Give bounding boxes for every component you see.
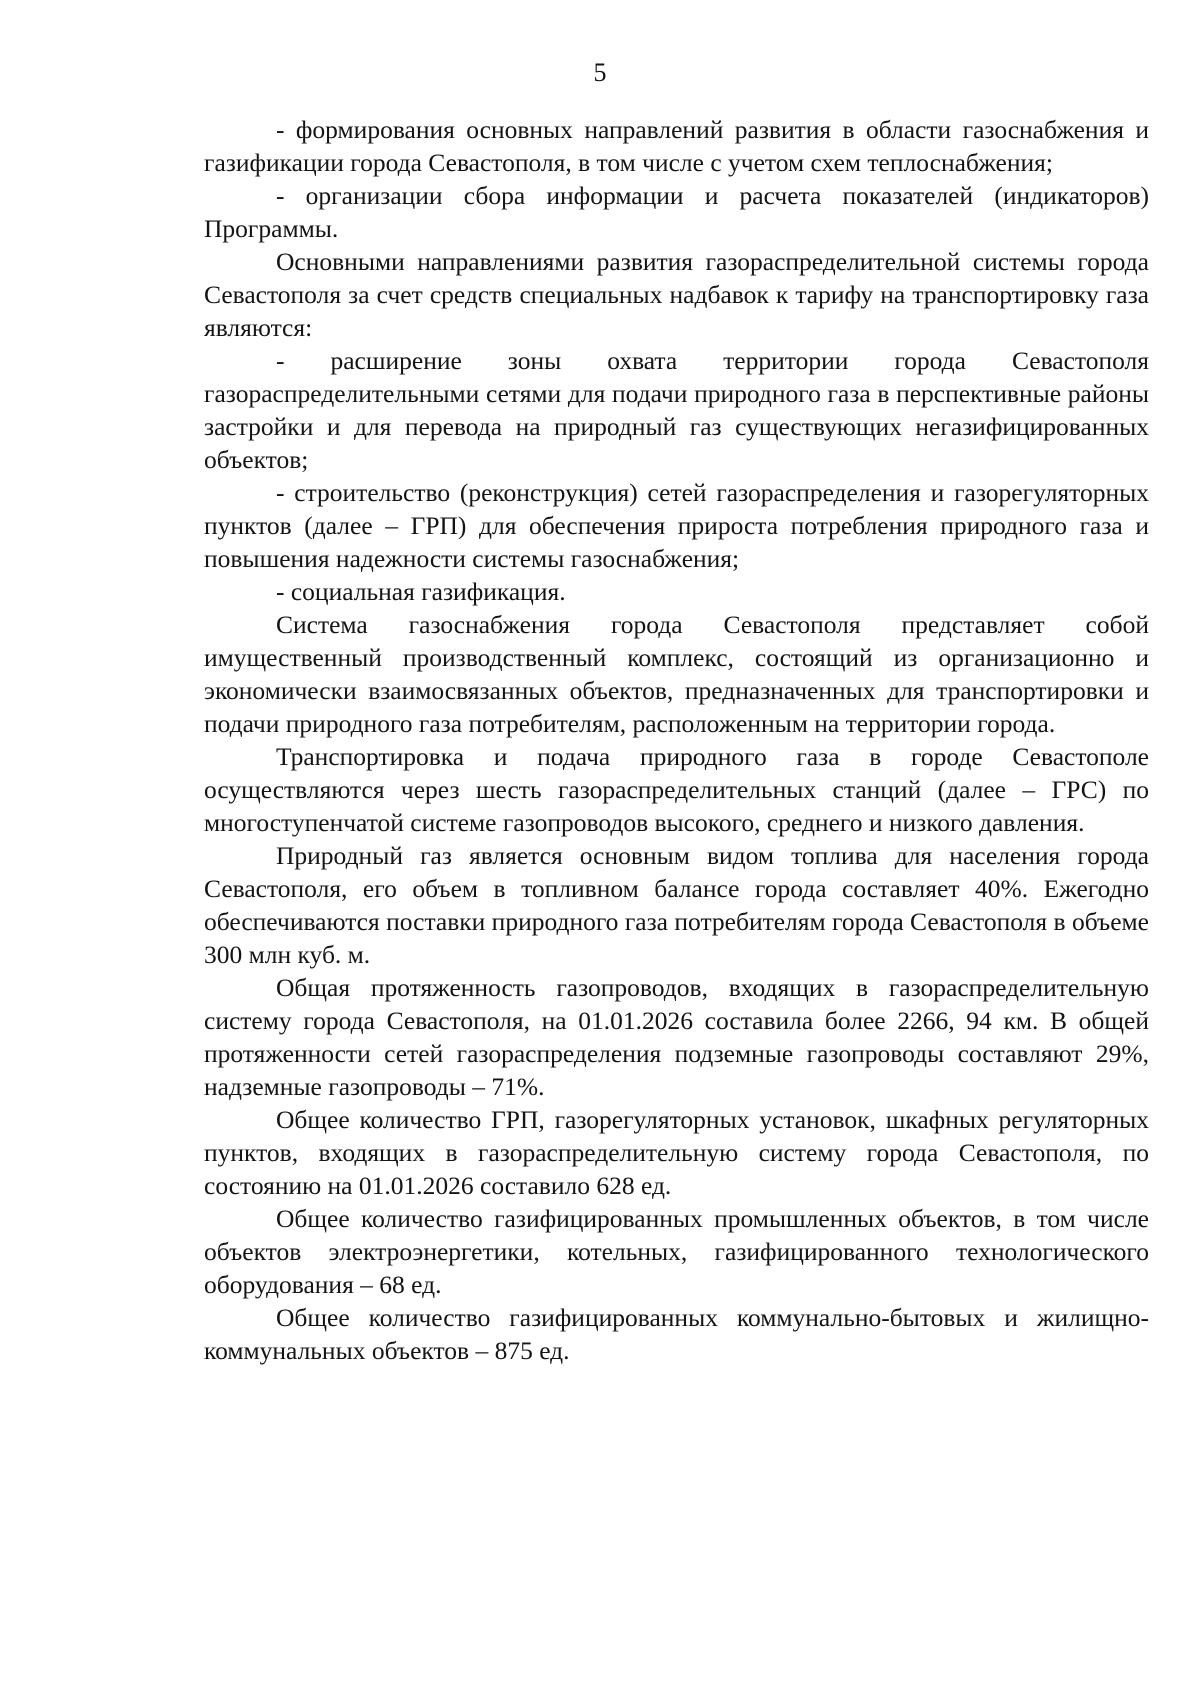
paragraph-communal-objects: Общее количество газифицированных коммунально-бытовых и жилищно-коммунальных объектов – 875 ед. [204,1303,1149,1365]
paragraph-coverage-expansion: - расширение зоны охвата территории города Севастополя газораспределительными сетями для подачи природного газа в перспективные районы застройки и для перевода на природный газ существующих негазифицированных объектов; [204,346,1149,474]
document-body [204,113,1149,1367]
paragraph-data-collection: - организации сбора информации и расчета показателей (индикаторов) Программы. [204,181,1149,243]
paragraph-main-directions: Основными направлениями развития газораспределительной системы города Севастополя за счет средств специальных надбавок к тарифу на транспортировку газа являются: [204,247,1149,342]
paragraph-transportation: Транспортировка и подача природного газа в городе Севастополе осуществляются через шесть газораспределительных станций (далее – ГРС) по многоступенчатой системе газопроводов высокого, среднего и низкого давления. [204,742,1149,837]
page-number: 5 [593,58,607,87]
paragraph-pipeline-length: Общая протяженность газопроводов, входящих в газораспределительную систему города Севастополя, на 01.01.2026 составила более 2266, 94 км. В общей протяженности сетей газораспределения подземные газопроводы составляют 29%, надземные газопроводы – 71%. [204,973,1149,1101]
paragraph-social-gasification: - социальная газификация. [276,577,566,606]
paragraph-gas-supply-system: Система газоснабжения города Севастополя представляет собой имущественный производственный комплекс, состоящий из организационно и экономически взаимосвязанных объектов, предназначенных для транспортировки и подачи природного газа потребителям, расположенным на территории города. [204,610,1149,738]
paragraph-grp-count: Общее количество ГРП, газорегуляторных установок, шкафных регуляторных пунктов, входящих в газораспределительную систему города Севастополя, по состоянию на 01.01.2026 составило 628 ед. [204,1105,1149,1200]
paragraph-natural-gas-fuel: Природный газ является основным видом топлива для населения города Севастополя, его объем в топливном балансе города составляет 40%. Ежегодно обеспечиваются поставки природного газа потребителям города Севастополя в объеме 300 млн куб. м. [204,841,1149,969]
paragraph-construction: - строительство (реконструкция) сетей газораспределения и газорегуляторных пунктов (далее – ГРП) для обеспечения прироста потребления природного газа и повышения надежности системы газоснабжения; [204,478,1149,573]
paragraph-industrial-objects: Общее количество газифицированных промышленных объектов, в том числе объектов электроэнергетики, котельных, газифицированного технологического оборудования – 68 ед. [204,1204,1149,1299]
paragraph-formation-directions: - формирования основных направлений развития в области газоснабжения и газификации города Севастополя, в том числе с учетом схем теплоснабжения; [204,115,1149,177]
